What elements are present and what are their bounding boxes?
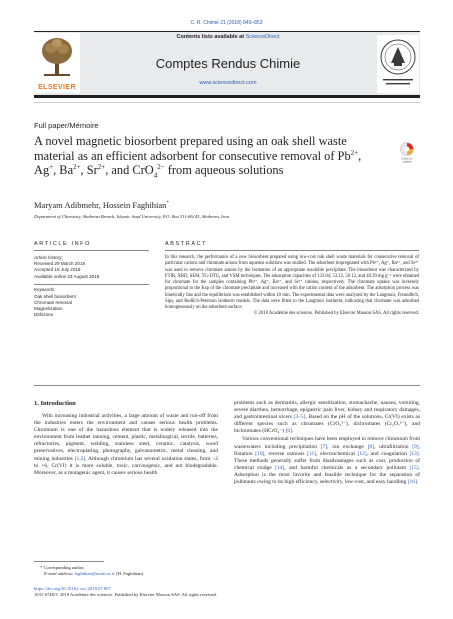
elsevier-tree-icon	[40, 36, 74, 78]
citation-link[interactable]: [15]	[409, 464, 419, 471]
article-type: Full paper/Mémoire	[34, 121, 99, 130]
introduction-heading: 1. Introduction	[34, 400, 76, 407]
doi-link[interactable]: https://doi.org/10.1016/j.crci.2018.07.007	[34, 586, 111, 591]
elsevier-wordmark: ELSEVIER	[38, 84, 76, 91]
title-part1: A novel magnetic biosorbent prepared using an oak shell waste material as an efficient adsorbent for consecutive removal of Pb	[34, 134, 351, 163]
intro-right-column	[234, 400, 420, 486]
keyword-item: Chromate removal	[34, 299, 72, 305]
footnote-rule	[34, 561, 104, 562]
abstract-text: In this research, the performance of a new biosorbent prepared using low-cost oak shell waste materials for consecutive removal of particular cations and chromate anions from aqueous solutions was studied. The adsorbent impregnated with Pb²⁺, Ag⁺, Ba²⁺, and Sr²⁺ was used to remove chromate anions by the formation of an appropriate insoluble precipitate. The biosorbent was characterized by FTIR, XRD, SEM, TG-DTG, and VSM techniques. The adsorption capacities of 133.84, 53.12, 50.12, and 40.39 mg g⁻¹ were obtained for chromate for the samples containing Pb²⁺, Ag⁺, Ba²⁺, and Sr²⁺ cations, respectively. The chromate uptake was inversely proportional to the Ksp of the chromate precipitate and increased with the cation content of the adsorbent. The adsorption process was kinetically fast and the equilibrium was established within 10 min. The experimental data were analyzed by the Langmuir, Freundlich, Sips, and Redlich-Peterson isotherm models. The data were fitted to the Langmuir isotherm, indicating that chromate was adsorbed homogeneously on the adsorbent surface.	[165, 255, 419, 310]
footnote-email-line	[34, 571, 218, 577]
title-ba: , Ba	[53, 163, 74, 178]
title-part2: from aqueous solutions	[164, 163, 284, 178]
badge-line2: updates	[402, 160, 412, 164]
author-names: Maryam Adibmehr, Hossein Faghihian	[34, 200, 167, 210]
keyword-item: Oak shell biosorbent	[34, 293, 76, 299]
contents-available	[80, 34, 376, 40]
citation-link[interactable]: [7]	[320, 443, 328, 450]
received-date: Received 29 March 2018	[34, 261, 86, 267]
citation-link[interactable]: [3–5]	[293, 414, 306, 421]
footnote-mark: *	[40, 565, 43, 570]
journal-title: Comptes Rendus Chimie	[155, 56, 301, 71]
keywords-rule	[34, 284, 149, 285]
citation-link[interactable]: [13]	[409, 450, 419, 457]
intro-left-column	[34, 413, 218, 477]
corresponding-author-mark[interactable]: *	[166, 201, 169, 207]
body-divider	[34, 385, 420, 386]
abstract-rule	[165, 250, 419, 251]
title-pb-charge: 2+	[350, 148, 359, 157]
citation-link[interactable]: [14]	[275, 464, 285, 471]
title-sr-charge: 2+	[97, 163, 106, 172]
email-label: E-mail address:	[44, 571, 75, 576]
intro-paragraph: With increasing industrial activities, a large amount of waste and run-off from the industries enters the environment and causes serious health problems. Chromium is one of the hazardous element that is widely released into the environment from leather tanning, cement, plastic, metallurgical, textile, batteries, refractories, pigment, welding, stainless steel, ceramic, catalysis, wood preservatives, electroplating, photography, galvanometric, metal cleaning, and mining industries [1,2]. Although chromium has several oxidation states, from −2 to +6, Cr(VI) it is more soluble, toxic, carcinogenic, and not biodegradable. Moreover, as a mutagenic agent, it causes serious health	[34, 413, 218, 476]
intro-paragraph: problems such as dermatitis, allergic sensitization, stomachache, nausea, vomiting, severe diarrhea, hemorrhage, epigastric pain liver, kidney and respiratory damages, and gastrointestinal ulcers [3–5]. Based on the pH of the solutions, Cr(VI) exists as different species such as chromates (CrO₄²⁻), dichromates (Cr₂O₇²⁻), and bichromates (HCrO₄⁻) [6].	[234, 400, 420, 435]
header-divider	[34, 102, 420, 103]
issn-line: 1631-0748/© 2018 Académie des sciences. Published by Elsevier Masson SAS. All rights reserved.	[34, 592, 218, 597]
citation-link[interactable]: [11]	[307, 450, 317, 457]
footnote-label: Corresponding author.	[43, 565, 85, 570]
keyword-item: Dithizone	[34, 312, 54, 318]
email-suffix: (H. Faghihian).	[114, 571, 145, 576]
abstract-copyright: © 2018 Académie des sciences. Published by Elsevier Masson SAS. All rights reserved.	[253, 311, 419, 317]
elsevier-logo	[34, 33, 80, 93]
intro-paragraph: Various conventional techniques have been employed to remove chromium from wastewaters including precipitation [7], ion exchange [8], ultrafiltration [9], flotation [10], reverse osmosis [11], electrochemical [12], and coagulation [13]. These methods generally suffer from disadvantages such as cost, production of chemical sludge [14], and harmful chemicals as a secondary pollutant [15]. Adsorption is the most favorite and feasible technique for the separation of pollutants owing to its high efficiency, selectivity, low-cost, and easy handling [16].	[234, 436, 421, 486]
journal-citation: C. R. Chimie 21 (2018) 840–853	[190, 20, 263, 26]
history-label: Article history:	[34, 255, 63, 260]
article-info-heading: ARTICLE INFO	[34, 241, 91, 247]
title-cro-subscript: 4	[153, 171, 158, 180]
title-cro: , and CrO	[105, 163, 154, 178]
badge-line1: Check for	[401, 157, 413, 161]
academie-seal	[377, 35, 419, 93]
title-ag-charge: +	[49, 163, 54, 172]
title-cro-charge: 2−	[157, 163, 165, 172]
email-link[interactable]: faghihian@iaush.ac.ir	[74, 571, 115, 576]
citation-link[interactable]: [12]	[357, 450, 367, 457]
authors	[34, 200, 169, 210]
article-info-rule	[34, 250, 149, 251]
citation-link[interactable]: [8]	[367, 443, 374, 450]
title-ba-charge: 2+	[73, 163, 81, 172]
title-sr: , Sr	[80, 163, 98, 178]
page-footer	[34, 586, 424, 598]
citation-link[interactable]: [9]	[412, 443, 419, 450]
abstract-heading: ABSTRACT	[165, 241, 208, 247]
article-title	[34, 134, 384, 178]
online-date: Available online 23 August 2018	[34, 273, 100, 279]
keyword-item: Magnetization	[34, 305, 63, 311]
affiliation: Department of Chemistry, Shahreza Branch, Islamic Azad University, P.O. Box 311-86145, Shahreza, Iran	[34, 214, 230, 219]
citation-link[interactable]: [1,2]	[74, 455, 86, 462]
sciencedirect-link[interactable]: ScienceDirect	[245, 34, 280, 40]
citation-link[interactable]: [10]	[255, 450, 265, 457]
title-ag: , Ag	[34, 148, 362, 178]
citation-link[interactable]: [6]	[285, 428, 292, 435]
keywords-label: Keywords:	[34, 287, 56, 293]
accepted-date: Accepted 16 July 2018	[34, 267, 81, 273]
article-info	[34, 255, 149, 318]
check-for-updates-badge[interactable]	[395, 140, 419, 164]
academie-seal-icon	[377, 35, 419, 93]
journal-homepage-link[interactable]: www.sciencedirect.com	[199, 80, 257, 86]
abstract	[165, 255, 419, 318]
citation-link[interactable]: [16]	[407, 479, 417, 486]
footnote	[34, 565, 218, 577]
contents-prefix: Contents lists available at	[176, 34, 246, 40]
check-for-updates-icon	[395, 140, 419, 164]
